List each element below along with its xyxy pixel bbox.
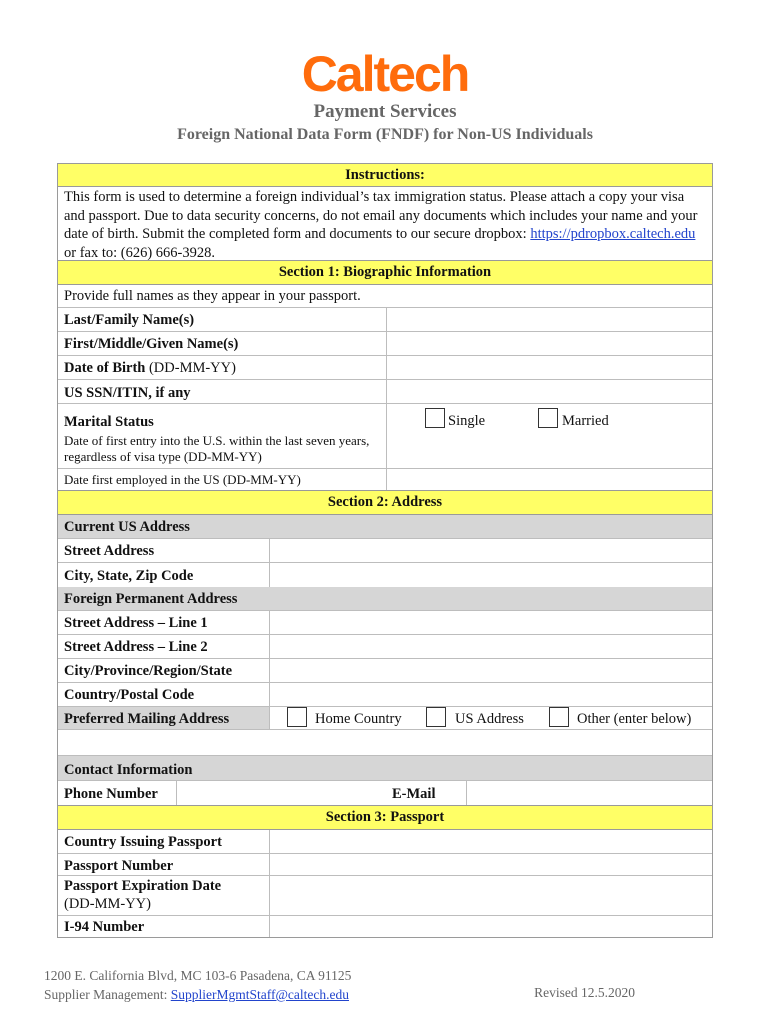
preferred-mailing-label: Preferred Mailing Address	[64, 711, 230, 727]
marital-label: Marital Status	[64, 414, 154, 430]
street-address-label: Street Address	[64, 543, 155, 559]
email-field[interactable]	[466, 781, 712, 805]
city-state-zip-row	[58, 563, 712, 587]
passport-number-row	[58, 854, 712, 876]
foreign-address-label: Foreign Permanent Address	[64, 591, 238, 607]
current-us-address-label: Current US Address	[64, 519, 190, 535]
expiration-format: (DD-MM-YY)	[64, 896, 151, 912]
supplier-email-link[interactable]: SupplierMgmtStaff@caltech.edu	[170, 987, 350, 1002]
foreign-address-header	[58, 587, 712, 611]
phone-number-label: Phone Number	[64, 786, 158, 802]
country-issuing-field[interactable]	[269, 830, 712, 853]
city-region-label: City/Province/Region/State	[64, 663, 233, 679]
single-checkbox[interactable]	[425, 408, 445, 428]
first-entry-label: Date of first entry into the U.S. within the last seven years, regardless of visa type (DD-MM-YY)	[64, 433, 370, 464]
country-postal-row	[58, 683, 712, 707]
married-checkbox[interactable]	[538, 408, 558, 428]
i94-row	[58, 916, 712, 937]
footer-address-line: 1200 E. California Blvd, MC 103-6 Pasadena, CA 91125	[44, 968, 352, 983]
contact-info-label: Contact Information	[64, 762, 193, 778]
i94-field[interactable]	[269, 916, 712, 937]
dob-row	[58, 356, 712, 380]
dropbox-link[interactable]: https://pdropbox.caltech.edu	[530, 226, 696, 242]
single-label: Single	[448, 413, 486, 429]
first-name-field[interactable]	[386, 332, 712, 355]
passport-name-note-row	[58, 285, 712, 308]
first-entry-field[interactable]	[386, 431, 712, 468]
dob-field[interactable]	[386, 356, 712, 379]
contact-info-header	[58, 756, 712, 781]
first-employed-row	[58, 469, 712, 490]
street-line2-field[interactable]	[269, 635, 712, 658]
first-name-row	[58, 332, 712, 356]
expiration-label: Passport Expiration Date	[64, 878, 222, 894]
section1-heading: Section 1: Biographic Information	[58, 260, 712, 285]
ssn-field[interactable]	[386, 380, 712, 403]
instructions-text: This form is used to determine a foreign individual’s tax immigration status. Please attach a copy your visa and passport. Due to data security concerns, do not email any documents which includes your name and your date of birth. Submit the completed form and documents to our secure dropbox: https://pdropbox.caltech.edu or fax to: (626) 666-3928.	[64, 189, 698, 261]
first-entry-row	[58, 431, 712, 469]
dob-label: Date of Birth (DD-MM-YY)	[64, 360, 236, 376]
country-postal-field[interactable]	[269, 683, 712, 706]
first-employed-field[interactable]	[386, 469, 712, 490]
section2-heading: Section 2: Address	[58, 490, 712, 515]
first-name-label: First/Middle/Given Name(s)	[64, 336, 239, 352]
married-label: Married	[562, 413, 609, 429]
current-us-address-header	[58, 515, 712, 539]
footer-supplier-line: Supplier Management: SupplierMgmtStaff@caltech.edu	[44, 987, 350, 1002]
other-address-field[interactable]	[58, 730, 712, 756]
last-name-label: Last/Family Name(s)	[64, 312, 195, 328]
street-line1-label: Street Address – Line 1	[64, 615, 208, 631]
street-line2-label: Street Address – Line 2	[64, 639, 208, 655]
footer-address	[44, 966, 351, 1004]
country-issuing-row	[58, 830, 712, 854]
street-address-row	[58, 539, 712, 563]
preferred-mailing-row	[58, 707, 712, 730]
email-label: E-Mail	[392, 786, 436, 802]
last-name-row	[58, 308, 712, 332]
other-address-label: Other (enter below)	[577, 711, 692, 727]
fndf-form	[57, 163, 713, 938]
street-line1-row	[58, 611, 712, 635]
city-region-row	[58, 659, 712, 683]
street-line2-row	[58, 635, 712, 659]
home-country-checkbox[interactable]	[287, 707, 307, 727]
home-country-label: Home Country	[315, 711, 402, 727]
expiration-field[interactable]	[269, 876, 712, 915]
caltech-logo: Caltech	[301, 46, 469, 102]
ssn-label: US SSN/ITIN, if any	[64, 385, 191, 401]
street-line1-field[interactable]	[269, 611, 712, 634]
city-state-zip-label: City, State, Zip Code	[64, 568, 194, 584]
last-name-field[interactable]	[386, 308, 712, 331]
us-address-label: US Address	[455, 711, 524, 727]
form-subtitle: Foreign National Data Form (FNDF) for Non-US Individuals	[177, 126, 593, 143]
other-address-checkbox[interactable]	[549, 707, 569, 727]
country-issuing-label: Country Issuing Passport	[64, 834, 222, 850]
passport-number-field[interactable]	[269, 854, 712, 875]
ssn-row	[58, 380, 712, 404]
city-region-field[interactable]	[269, 659, 712, 682]
phone-number-field[interactable]	[176, 781, 387, 805]
i94-label: I-94 Number	[64, 919, 145, 935]
marital-row	[58, 404, 712, 431]
street-address-field[interactable]	[269, 539, 712, 562]
city-state-zip-field[interactable]	[269, 563, 712, 587]
phone-email-row	[58, 781, 712, 805]
country-postal-label: Country/Postal Code	[64, 687, 195, 703]
page-title: Payment Services	[313, 101, 457, 122]
instructions-block	[58, 164, 712, 260]
first-employed-label: Date first employed in the US (DD-MM-YY)	[64, 472, 301, 487]
us-address-checkbox[interactable]	[426, 707, 446, 727]
passport-name-note: Provide full names as they appear in your passport.	[64, 288, 361, 304]
revision-date: Revised 12.5.2020	[534, 985, 635, 1000]
passport-number-label: Passport Number	[64, 858, 174, 874]
expiration-row	[58, 876, 712, 916]
instructions-heading: Instructions:	[58, 164, 712, 187]
section3-heading: Section 3: Passport	[58, 805, 712, 830]
